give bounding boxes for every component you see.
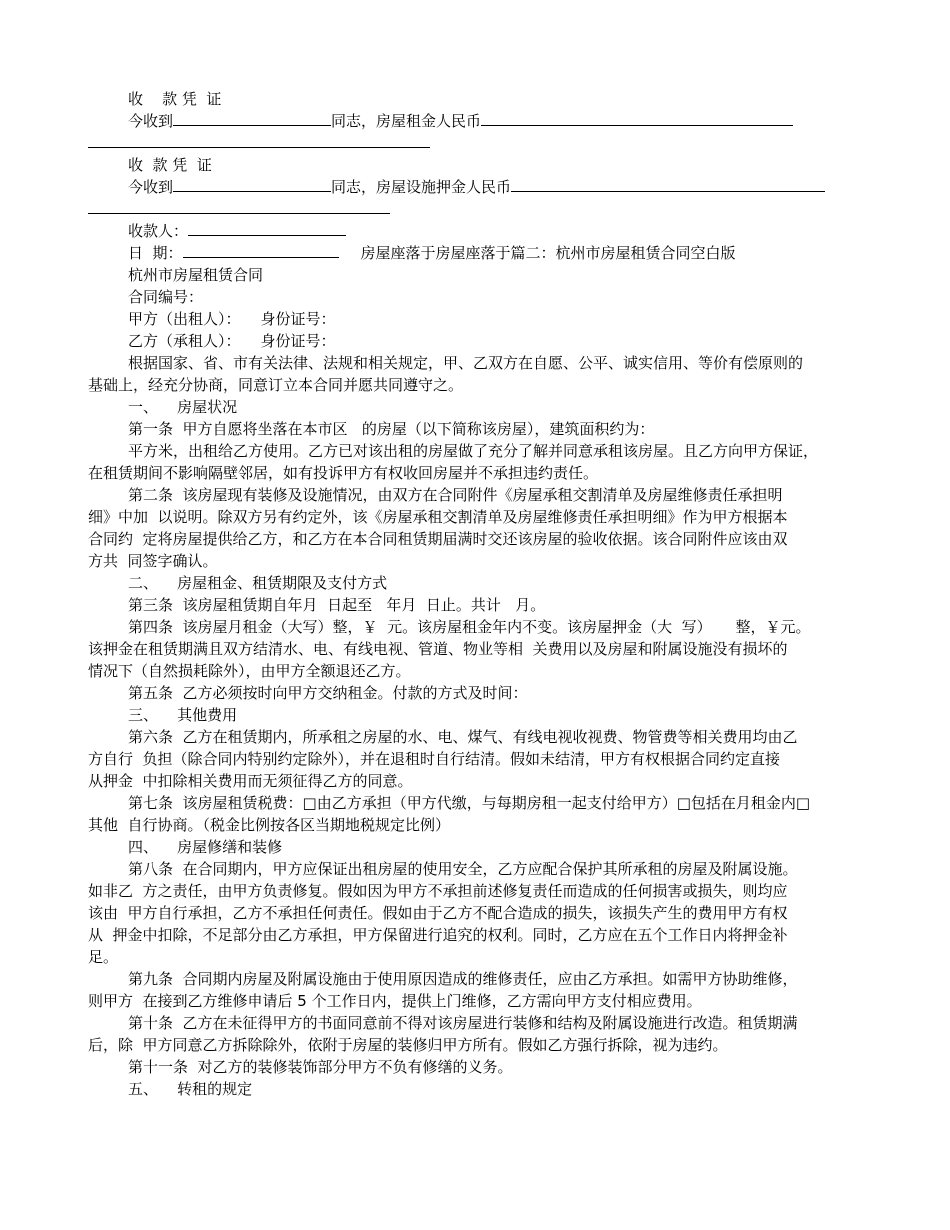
paragraph-line: 第七条 该房屋租赁税费：□由乙方承担（甲方代缴，与每期房租一起支付给甲方）□包括在月租金内□ [128, 794, 811, 812]
section-heading: 三、 其他费用 [128, 706, 238, 724]
section-heading: 四、 房屋修缮和装修 [128, 838, 283, 856]
paragraph-line: 第三条 该房屋租赁期自年月 日起至 年月 日止。共计 月。 [128, 596, 546, 614]
paragraph-line: 方自行 负担（除合同内特别约定除外），并在退租时自行结清。假如未结清，甲方有权根据合同约定直接 [88, 750, 781, 768]
section-heading: 一、 房屋状况 [128, 398, 238, 416]
paragraph-line: 第二条 该房屋现有装修及设施情况，由双方在合同附件《房屋承租交割清单及房屋维修责任承担明 [128, 486, 783, 504]
paragraph-line: 第六条 乙方在租赁期内，所承租之房屋的水、电、煤气、有线电视收视费、物管费等相关费用均由乙 [128, 728, 798, 746]
blank-field [183, 243, 339, 258]
blank-field [511, 177, 825, 192]
contract-title: 杭州市房屋租赁合同 [128, 266, 264, 284]
paragraph-line: 从押金 中扣除相关费用而无须征得乙方的同意。 [88, 772, 413, 790]
receipt-title: 收 款 凭 证 [128, 90, 222, 108]
receipt-rent-line: 今收到 同志，房屋租金人民币 [88, 110, 873, 132]
paragraph-line: 平方米，出租给乙方使用。乙方已对该出租的房屋做了充分了解并同意承租该房屋。且乙方向甲方保证， [128, 442, 819, 460]
paragraph-line: 如非乙 方之责任，由甲方负责修复。假如因为甲方不承担前述修复责任而造成的任何损害或损失，则均应 [88, 882, 788, 900]
paragraph-line: 第十一条 对乙方的装修装饰部分甲方不负有修缮的义务。 [128, 1058, 513, 1076]
paragraph-line: 其他 自行协商。（税金比例按各区当期地税规定比例） [88, 816, 451, 834]
blank-field [481, 111, 793, 126]
paragraph-line: 该由 甲方自行承担，乙方不承担任何责任。假如由于乙方不配合造成的损失，该损失产生的费用甲方有权 [88, 904, 788, 922]
contract-number: 合同编号： [128, 288, 204, 306]
paragraph-line: 第一条 甲方自愿将坐落在本市区 的房屋（以下简称该房屋），建筑面积约为： [128, 420, 655, 438]
paragraph-line: 根据国家、省、市有关法律、法规和相关规定，甲、乙双方在自愿、公平、诚实信用、等价有偿原则的 [128, 354, 804, 372]
blank-field [173, 177, 331, 192]
blank-field [88, 199, 390, 214]
paragraph-line: 第九条 合同期内房屋及附属设施由于使用原因造成的维修责任，应由乙方承担。如需甲方协助维修， [128, 970, 798, 988]
paragraph-line: 第五条 乙方必须按时向甲方交纳租金。付款的方式及时间： [128, 684, 528, 702]
paragraph-line: 第八条 在合同期内，甲方应保证出租房屋的使用安全，乙方应配合保护其所承租的房屋及附属设施。 [128, 860, 798, 878]
paragraph-line: 足。 [88, 948, 119, 966]
party-b-line: 乙方（承租人）： 身份证号： [128, 332, 336, 350]
date-line: 日 期： 房屋座落于房屋座落于篇二：杭州市房屋租赁合同空白版 [128, 244, 736, 262]
paragraph-line: 合同约 定将房屋提供给乙方，和乙方在本合同租赁期届满时交还该房屋的验收依据。该合同附件应该由双 [88, 530, 788, 548]
paragraph-line: 细》中加 以说明。除双方另有约定外，该《房屋承租交割清单及房屋维修责任承担明细》作为甲方根据本 [88, 508, 788, 526]
document-page [88, 88, 873, 1100]
blank-field [173, 111, 331, 126]
receipt-deposit-line: 今收到 同志，房屋设施押金人民币 [88, 176, 873, 198]
section-heading: 五、 转租的规定 [128, 1080, 253, 1098]
paragraph-line: 在租赁期间不影响隔壁邻居，如有投诉甲方有权收回房屋并不承担违约责任。 [88, 464, 599, 482]
paragraph-line: 后，除 甲方同意乙方拆除除外，依附于房屋的装修归甲方所有。假如乙方强行拆除，视为违约。 [88, 1036, 728, 1054]
payee-line: 收款人： [88, 220, 873, 242]
paragraph-line: 第十条 乙方在未征得甲方的书面同意前不得对该房屋进行装修和结构及附属设施进行改造。租赁期满 [128, 1014, 798, 1032]
receipt-title: 收 款 凭 证 [128, 156, 212, 174]
party-a-line: 甲方（出租人）： 身份证号： [128, 310, 336, 328]
blank-field [188, 221, 346, 236]
paragraph-line: 方共 同签字确认。 [88, 552, 218, 570]
blank-field [88, 133, 430, 148]
section-heading: 二、 房屋租金、租赁期限及支付方式 [128, 574, 388, 592]
paragraph-line: 基础上，经充分协商，同意订立本合同并愿共同遵守之。 [88, 376, 464, 394]
paragraph-line: 情况下（自然损耗除外），由甲方全额退还乙方。 [88, 662, 411, 680]
paragraph-line: 则甲方 在接到乙方维修申请后 5 个工作日内，提供上门维修，乙方需向甲方支付相应费用。 [88, 992, 702, 1010]
paragraph-line: 第四条 该房屋月租金（大写）整，￥ 元。该房屋租金年内不变。该房屋押金（大 写） 整，￥元。 [128, 618, 811, 636]
paragraph-line: 从 押金中扣除，不足部分由乙方承担，甲方保留进行追究的权利。同时，乙方应在五个工作日内将押金补 [88, 926, 788, 944]
paragraph-line: 该押金在租赁期满且双方结清水、电、有线电视、管道、物业等相 关费用以及房屋和附属设施没有损坏的 [88, 640, 788, 658]
